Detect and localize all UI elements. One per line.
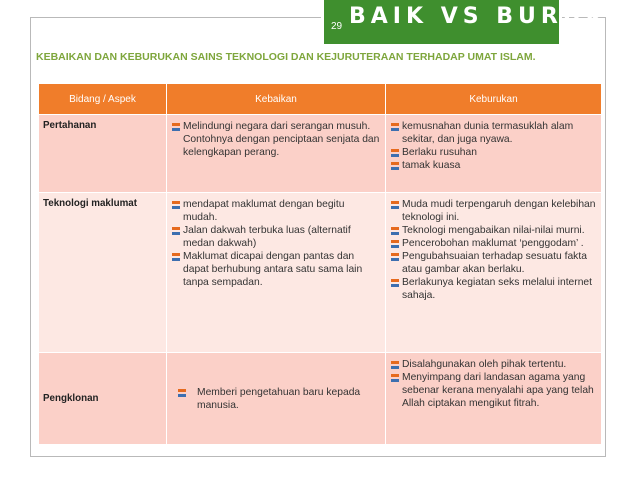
bullet-icon bbox=[178, 389, 186, 397]
list-item: kemusnahan dunia termasuklah alam sekitar, dan juga nyawa. bbox=[390, 120, 597, 146]
list-item: tamak kuasa bbox=[390, 159, 597, 172]
bullet-icon bbox=[391, 162, 399, 170]
slide-subtitle: KEBAIKAN DAN KEBURUKAN SAINS TEKNOLOGI DAN KEJURUTERAAN TERHADAP UMAT ISLAM. bbox=[36, 51, 536, 63]
bullet-icon bbox=[172, 253, 180, 261]
list-item: Berlaku rusuhan bbox=[390, 146, 597, 159]
list-item: Teknologi mengabaikan nilai-nilai murni. bbox=[390, 224, 597, 237]
bullet-icon bbox=[391, 123, 399, 131]
list-item: Maklumat dicapai dengan pantas dan dapat berhubung antara satu sama lain tanpa sempadan. bbox=[171, 250, 381, 289]
bullet-icon bbox=[391, 374, 399, 382]
list-item: mendapat maklumat dengan begitu mudah. bbox=[171, 198, 381, 224]
kebaikan-list bbox=[171, 120, 381, 159]
kebaikan-list bbox=[171, 198, 381, 289]
list-item: Berlakunya kegiatan seks melalui internet sahaja. bbox=[390, 276, 597, 302]
kebaikan-cell bbox=[167, 193, 386, 353]
list-item: Memberi pengetahuan baru kepada manusia. bbox=[177, 386, 381, 412]
bullet-icon bbox=[172, 227, 180, 235]
aspect-cell: Teknologi maklumat bbox=[39, 193, 167, 353]
header-kebaikan: Kebaikan bbox=[167, 84, 386, 115]
table-row bbox=[39, 193, 602, 353]
keburukan-list bbox=[390, 120, 597, 172]
slide-title: BAIK VS BURUK bbox=[349, 4, 608, 29]
keburukan-cell bbox=[386, 353, 602, 445]
table-row bbox=[39, 353, 602, 445]
keburukan-cell bbox=[386, 115, 602, 193]
bullet-icon bbox=[391, 361, 399, 369]
bullet-icon bbox=[391, 240, 399, 248]
keburukan-cell bbox=[386, 193, 602, 353]
bullet-icon bbox=[391, 253, 399, 261]
bullet-icon bbox=[391, 201, 399, 209]
table-row bbox=[39, 115, 602, 193]
list-item: Disalahgunakan oleh pihak tertentu. bbox=[390, 358, 597, 371]
list-item: Melindungi negara dari serangan musuh. Contohnya dengan penciptaan senjata dan kelengkapan perang. bbox=[171, 120, 381, 159]
bullet-icon bbox=[391, 227, 399, 235]
list-item: Pencerobohan maklumat ‘penggodam’ . bbox=[390, 237, 597, 250]
kebaikan-cell bbox=[167, 353, 386, 445]
list-item: Menyimpang dari landasan agama yang sebenar kerana menyalahi apa yang telah Allah ciptakan mengikut fitrah. bbox=[390, 371, 597, 410]
bullet-icon bbox=[391, 279, 399, 287]
keburukan-list bbox=[390, 198, 597, 302]
bullet-icon bbox=[391, 149, 399, 157]
list-item: Muda mudi terpengaruh dengan kelebihan teknologi ini. bbox=[390, 198, 597, 224]
table-header-row bbox=[39, 84, 602, 115]
slide-number: 29 bbox=[331, 21, 343, 32]
header-aspect: Bidang / Aspek bbox=[39, 84, 167, 115]
kebaikan-cell bbox=[167, 115, 386, 193]
bullet-icon bbox=[172, 201, 180, 209]
aspect-cell: Pengklonan bbox=[39, 353, 167, 445]
kebaikan-list bbox=[177, 386, 381, 412]
list-item: Jalan dakwah terbuka luas (alternatif medan dakwah) bbox=[171, 224, 381, 250]
comparison-table bbox=[38, 83, 602, 445]
header-keburukan: Keburukan bbox=[386, 84, 602, 115]
aspect-cell: Pertahanan bbox=[39, 115, 167, 193]
list-item: Pengubahsuaian terhadap sesuatu fakta atau gambar akan berlaku. bbox=[390, 250, 597, 276]
keburukan-list bbox=[390, 358, 597, 410]
bullet-icon bbox=[172, 123, 180, 131]
